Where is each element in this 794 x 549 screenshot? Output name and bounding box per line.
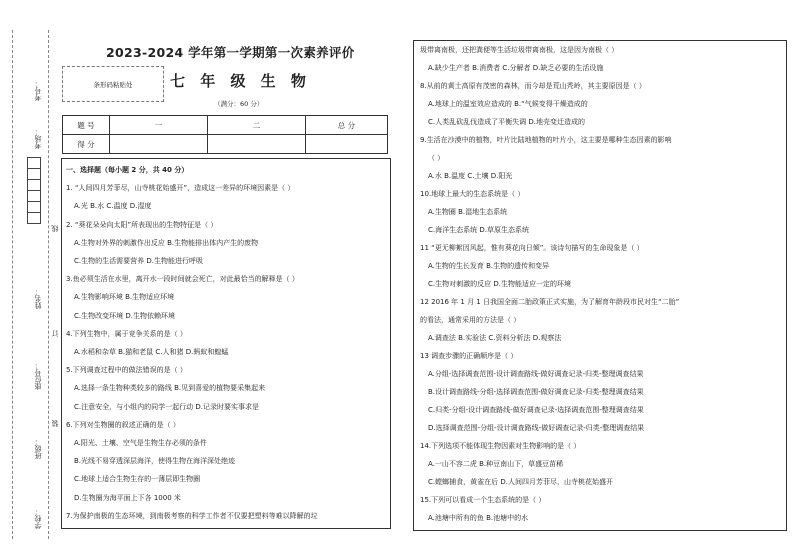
right-question-line: C.人类乱砍乱伐造成了平衡失调 D.地壳变迁造成的 [428, 118, 585, 126]
right-question-line: 8.从前的黄土高原有茂密的森林，而今却是荒山秃岭，其主要原因是（ ） [420, 82, 646, 90]
binding-mark-line: 线 [51, 225, 59, 232]
side-label-xuexiao: 学校： [34, 508, 42, 529]
score-cell: 一 [110, 116, 208, 135]
right-question-line: 9.生活在沙漠中的植物，叶片比陆地植物的叶片小，这主要是哪种生态因素的影响 [420, 136, 672, 144]
score-input-cell[interactable] [208, 135, 306, 154]
binding-line-inner [48, 30, 49, 539]
left-question-line: A.水稻和杂草 B.猫和老鼠 C.人和猪 D.蚂蚁和蝗蜢 [74, 348, 229, 356]
full-score-note: （满分：60 分） [214, 100, 264, 108]
binding-mark-zhuang: 装 [51, 420, 59, 427]
side-label-zuowei: 座位号： [34, 362, 42, 390]
side-label-xingming: 姓名： [34, 288, 42, 309]
left-question-line: 5.下列调查过程中的做法错误的是（ ） [66, 366, 187, 375]
right-question-line: A.地球上的温室效应造成的 B.“气候变得干燥造成的 [428, 100, 588, 108]
right-question-panel [413, 40, 787, 531]
left-question-line: D.生物圈为海平面上下各 1000 米 [74, 493, 181, 502]
score-input-cell[interactable] [306, 135, 388, 154]
left-question-line: A.阳光、土壤、空气是生物生存必须的条件 [74, 439, 207, 447]
left-question-line: C.注意安全，与小组内的同学一起行动 D.记录时要实事求是 [74, 402, 259, 411]
left-question-line: 1. “人间四月芳菲尽，山寺桃花始盛开”，造成这一差异的环境因素是（ ） [66, 184, 295, 193]
left-question-panel [61, 158, 391, 529]
subject-title: 七 年 级 生 物 [170, 72, 311, 90]
binding-mark-ding: 订 [51, 330, 59, 337]
score-cell: 二 [208, 116, 306, 135]
left-question-line: C.生物的生活需要营养 D.生物能进行呼吸 [74, 257, 203, 265]
right-question-line: A.分组-选择调查范围-设计调查路线-做好调查记录-归类-整理调查结果 [428, 370, 644, 378]
left-question-line: C.地球上适合生物生存的一薄层即生物圈 [74, 475, 201, 484]
left-question-line: B.光线不易穿透深层海洋，使得生物在海洋深处绝迹 [74, 457, 236, 466]
left-question-line: A.光 B.水 C.温度 D.湿度 [74, 202, 152, 211]
right-question-line: A.水 B.温度 C.土壤 D.阳光 [428, 172, 513, 180]
right-question-line: C.归类-分组-设计调查路线-做好调查记录-选择调查范围-整理调查结果 [428, 406, 644, 414]
score-table-header-row [63, 116, 388, 135]
right-question-line: 15.下列可以看成一个生态系统的是（ ） [420, 496, 546, 504]
right-question-line: 11 “更无柳絮因风起，惟有葵花向日倾”。该诗句描写的生命现象是（ ） [420, 244, 644, 252]
score-table-score-row [63, 135, 388, 154]
left-question-line: 2. “葵花朵朵向太阳”所表现出的生物特征是（ ） [66, 220, 218, 229]
right-question-line: 10.地球上最大的生态系统是（ ） [420, 190, 525, 198]
right-question-line: B.设计调查路线-分组-选择调查范围-做好调查记录-归类-整理调查结果 [428, 388, 644, 396]
right-question-line: A.调查法 B.实验法 C.资料分析法 D.观察法 [428, 334, 562, 342]
score-cell: 题 号 [63, 116, 110, 135]
right-question-line: 的看法，通常采用的方法是（ ） [420, 316, 521, 324]
left-question-line: 6.下列对生物圈的叙述正确的是（ ） [66, 420, 180, 429]
side-label-banji: 班级： [34, 438, 42, 459]
exam-title: 2023-2024 学年第一学期第一次素养评价 [106, 45, 355, 60]
seat-number-grid [27, 158, 39, 224]
right-question-line: 13 调查步骤的正确顺序是（ ） [420, 352, 518, 360]
left-question-line: 4.下列生物中，属于竞争关系的是（ ） [66, 329, 187, 338]
barcode-area [62, 66, 164, 102]
score-input-cell[interactable] [110, 135, 208, 154]
right-question-line: （ ） [428, 154, 445, 162]
score-cell: 得 分 [63, 135, 110, 154]
right-question-line: 14.下列选项不能体现生物因素对生物影响的是（ ） [420, 442, 581, 450]
barcode-label: 条形码粘贴处 [93, 80, 133, 89]
left-question-line: A.生物影响环境 B.生物适应环境 [74, 293, 175, 302]
right-question-line: C.螳螂捕食，黄雀在后 D.人间四月芳菲尽，山寺桃花始盛开 [428, 478, 613, 486]
right-question-line: A.缺少生产者 B.消费者 C.分解者 D.缺乏必要的生活设施 [428, 64, 604, 72]
side-label-kaochang: 考场： [34, 128, 42, 149]
right-question-line: A.一山不容二虎 B.种豆南山下，草盛豆苗稀 [428, 460, 564, 468]
right-question-line: D.选择调查范围-分组-设计调查路线-做好调查记录-归类-整理调查结果 [428, 424, 645, 432]
right-question-line: A.池塘中所有的鱼 B.池塘中的水 [428, 514, 529, 522]
binding-line-outer [12, 30, 13, 539]
right-question-line: 12 2016 年 1 月 1 日我国全面二胎政策正式实施，为了解育年龄段市民对生“二胎” [420, 298, 680, 306]
left-question-line: A.生物对外界的刺激作出反应 B.生物能排出体内产生的废物 [74, 238, 259, 247]
right-question-line: A.生物圈 B.湿地生态系统 [428, 208, 508, 216]
score-table [62, 115, 388, 154]
side-label-kaohao: 考号： [34, 80, 42, 101]
right-question-line: A.生物的生长发育 B.生物的遗传和变异 [428, 262, 550, 270]
left-question-line: A.选择一条生物种类较多的路线 B.见到喜爱的植物要采集起来 [74, 384, 266, 393]
left-question-line: 一、选择题（每小题 2 分，共 40 分） [66, 166, 189, 174]
right-question-line: C.海洋生态系统 D.草原生态系统 [428, 226, 529, 234]
left-question-line: 7.为保护南极的生态环境，到南极考察的科学工作者不仅要把塑料等难以降解的垃 [66, 511, 318, 520]
right-question-line: 圾带离南极，还把粪便等生活垃圾带离南极，这是因为南极（ ） [420, 46, 619, 54]
left-question-line: C.生物改变环境 D.生物依赖环境 [74, 311, 175, 320]
score-cell: 总 分 [306, 116, 388, 135]
right-question-line: C.生物对刺激的反应 D.生物能适应一定的环境 [428, 280, 571, 288]
left-question-line: 3.鱼必须生活在水里，离开水一段时间就会死亡，对此最恰当的解释是（ ） [66, 275, 299, 284]
